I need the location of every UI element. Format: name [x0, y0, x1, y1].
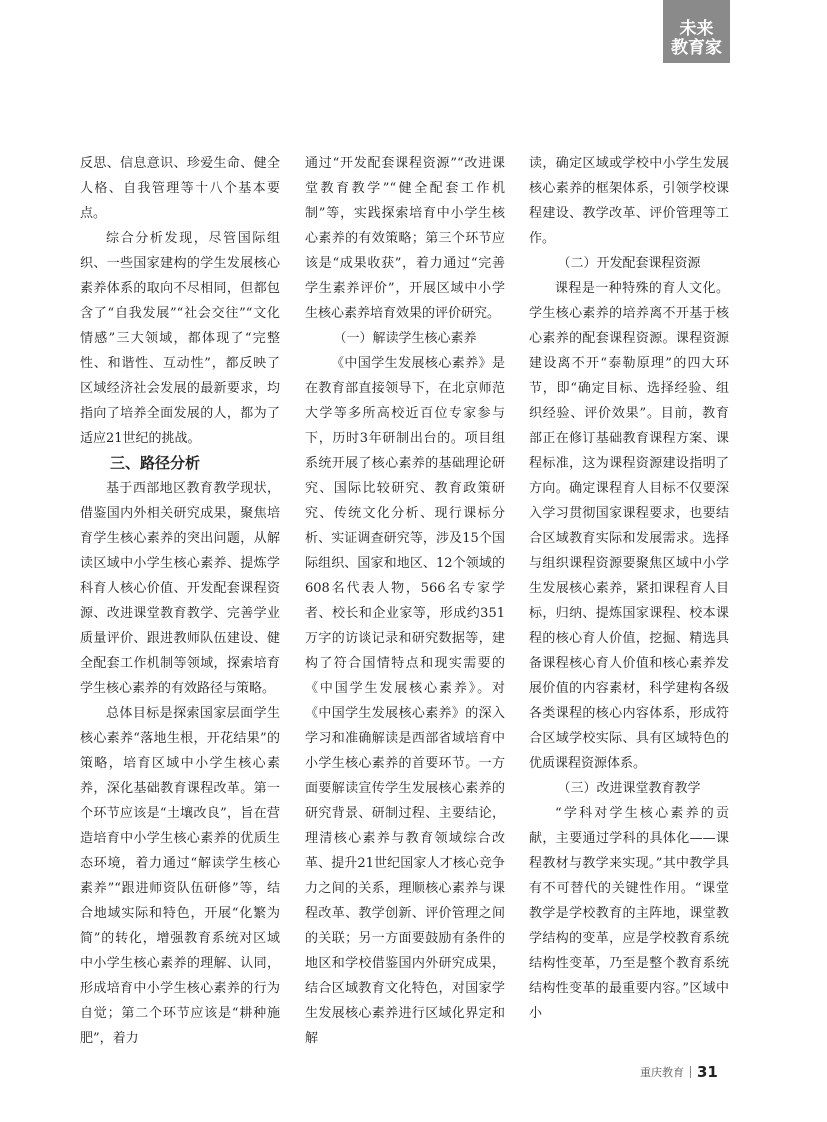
journal-name: 重庆教育	[640, 1066, 684, 1079]
paragraph: 基于西部地区教育教学现状，借鉴国内外相关研究成果，聚焦培育学生核心素养的突出问题，从解读区域中小学生核心素养、提炼学科育人核心价值、开发配套课程资源、改进课堂教育教学、完善学业质量评价、跟进教师队伍建设、健全配套工作机制等领域，探索培育学生核心素养的有效路径与策略。	[80, 481, 280, 696]
paragraph: “学科对学生核心素养的贡献，主要通过学科的具体化——课程教材与教学来实现。”其中教学具有不可替代的关键性作用。“课堂教学是学校教育的主阵地，课堂教学结构的变革，应是学校教育系统结构性变革，乃至是整个教育系统结构性变革的最重要内容。”区域中小	[529, 806, 729, 1021]
subsection-heading: （一）解读学生核心素养	[333, 331, 477, 346]
section-tab-line1: 未来	[679, 19, 714, 39]
column-2	[305, 151, 505, 1051]
section-tab-line2: 教育家	[671, 38, 722, 58]
paragraph: 读，确定区域或学校中小学生发展核心素养的框架体系，引领学校课程建设、教学改革、评价管理等工作。	[529, 156, 729, 246]
page-number: 31	[697, 1063, 718, 1081]
column-1	[80, 151, 280, 1051]
paragraph: 反思、信息意识、珍爱生命、健全人格、自我管理等十八个基本要点。	[80, 156, 280, 221]
paragraph: 课程是一种特殊的育人文化。学生核心素养的培养离不开基于核心素养的配套课程资源。课程资源建设离不开“泰勒原理”的四大环节，即“确定目标、选择经验、组织经验、评价效果”。目前，教育部正在修订基础教育课程方案、课程标准，这为课程资源建设指明了方向。确定课程育人目标不仅要深入学习贯彻国家课程要求，也要结合区域教育实际和发展需求。选择与组织课程资源要聚焦区域中小学生发展核心素养，紧扣课程育人目标，归纳、提炼国家课程、校本课程的核心育人价值，挖掘、精选具备课程核心育人价值和核心素养发展价值的内容素材，科学建构各级各类课程的核心内容体系，形成符合区域学校实际、具有区域特色的优质课程资源体系。	[529, 281, 729, 771]
paragraph: 总体目标是探索国家层面学生核心素养“落地生根，开花结果”的策略，培育区域中小学生核心素养，深化基础教育课程改革。第一个环节应该是“土壤改良”，旨在营造培育中小学生核心素养的优质生态环境，着力通过“解读学生核心素养”“跟进师资队伍研修”等，结合地域实际和特色，开展“化繁为简”的转化，增强教育系统对区域中小学生核心素养的理解、认同，形成培育中小学生核心素养的行为自觉；第二个环节应该是“耕种施肥”，着力	[80, 706, 280, 1046]
subsection-heading: （三）改进课堂教育教学	[557, 781, 701, 796]
paragraph: 《中国学生发展核心素养》是在教育部直接领导下，在北京师范大学等多所高校近百位专家参与下，历时3年研制出台的。项目组系统开展了核心素养的基础理论研究、国际比较研究、教育政策研究、传统文化分析、现行课标分析、实证调查研究等，涉及15个国际组织、国家和地区、12个领域的608名代表人物，566名专家学者、校长和企业家等，形成约351万字的访谈记录和研究数据等，建构了符合国情特点和现实需要的《中国学生发展核心素养》。对《中国学生发展核心素养》的深入学习和准确解读是西部省域培育中小学生核心素养的首要环节。一方面要解读宣传学生发展核心素养的研究背景、研制过程、主要结论，理清核心素养与教育领域综合改革、提升21世纪国家人才核心竞争力之间的关系，理顺核心素养与课程改革、教学创新、评价管理之间的关联；另一方面要鼓励有条件的地区和学校借鉴国内外研究成果，结合区域教育文化特色，对国家学生发展核心素养进行区域化界定和解	[305, 356, 505, 1046]
paragraph: 综合分析发现，尽管国际组织、一些国家建构的学生发展核心素养体系的取向不尽相同，但都包含了“自我发展”“社会交往”“文化情感”三大领域，都体现了“完整性、和谐性、互动性”，都反映了区域经济社会发展的最新要求，均指向了培养全面发展的人，都为了适应21世纪的挑战。	[80, 231, 280, 446]
paragraph: 通过“开发配套课程资源”“改进课堂教育教学”“健全配套工作机制”等，实践探索培育中小学生核心素养的有效策略；第三个环节应该是“成果收获”，着力通过“完善学生素养评价”，开展区域中小学生核心素养培育效果的评价研究。	[305, 156, 505, 321]
footer-divider	[690, 1066, 691, 1078]
section-tab	[663, 0, 730, 63]
subsection-heading: （二）开发配套课程资源	[557, 256, 701, 271]
column-3	[529, 151, 729, 1026]
page-footer	[640, 1063, 740, 1081]
section-heading: 三、路径分析	[110, 454, 201, 472]
